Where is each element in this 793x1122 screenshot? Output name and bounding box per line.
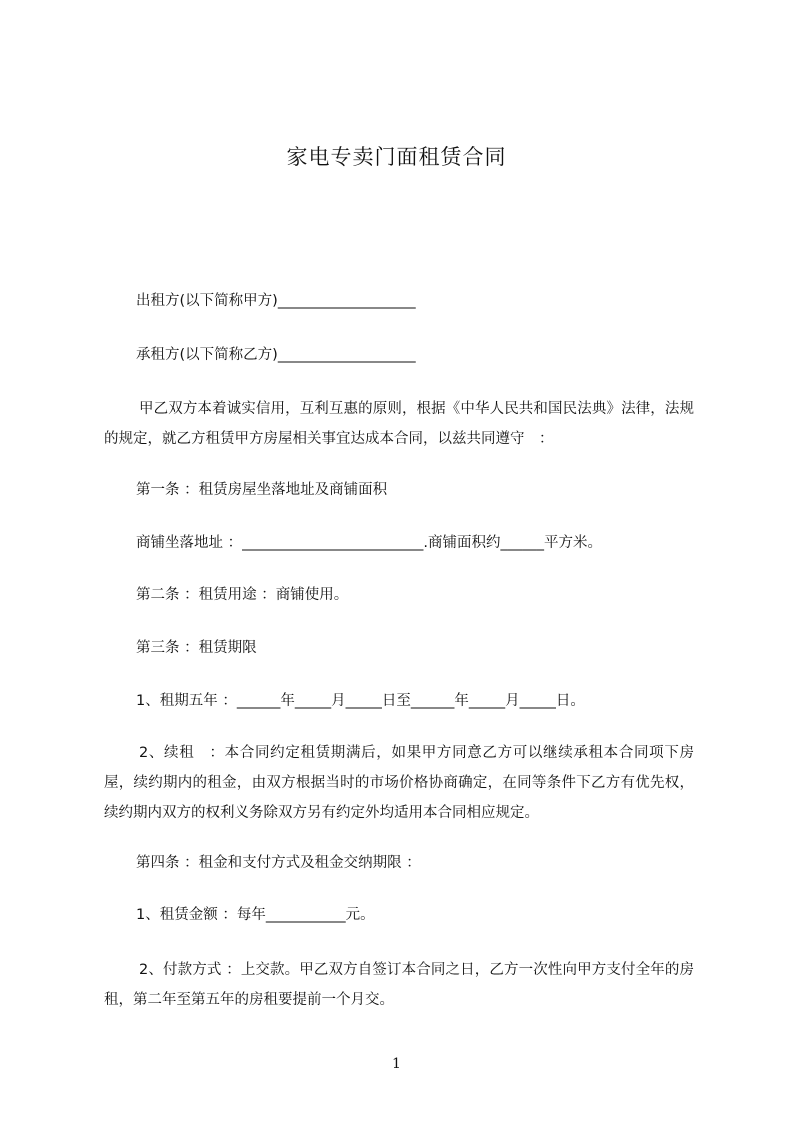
article1-address-line: 商铺坐落地址 ：_________________________.商铺面积约______平方米。 <box>136 535 602 551</box>
article3-renewal-paragraph: 2、续租 ：本合同约定租赁期满后，如果甲方同意乙方可以继续承租本合同项下房屋，续约期内的租金，由双方根据当时的市场价格协商确定，在同等条件下乙方有优先权，续约期内双方的权利义务除双方另有约定外均适用本合同相应规定。 <box>104 745 694 821</box>
document-title: 家电专卖门面租赁合同 <box>286 145 507 169</box>
lessor-line: 出租方(以下简称甲方)___________________ <box>136 293 416 309</box>
article3-term-line: 1、租期五年 ：______年_____月_____日至______年_____月_____日。 <box>136 693 585 709</box>
page-number: 1 <box>392 1056 401 1072</box>
article1-heading: 第一条 ：租赁房屋坐落地址及商铺面积 <box>136 482 388 498</box>
article4-heading: 第四条 ：租金和支付方式及租金交纳期限 ： <box>136 855 421 871</box>
lessee-line: 承租方(以下简称乙方)___________________ <box>136 347 416 363</box>
article4-payment-paragraph: 2、付款方式 ：上交款。甲乙双方自签订本合同之日，乙方一次性向甲方支付全年的房租，第二年至第五年的房租要提前一个月交。 <box>104 962 694 1008</box>
article4-amount-line: 1、租赁金额 ：每年___________元。 <box>136 907 375 923</box>
article2-line: 第二条 ：租赁用途 ：商铺使用。 <box>136 587 349 603</box>
article3-heading: 第三条 ：租赁期限 <box>136 640 257 656</box>
preamble-paragraph: 甲乙双方本着诚实信用，互利互惠的原则，根据《中华人民共和国民法典》法律，法规的规定，就乙方租赁甲方房屋相关事宜达成本合同，以兹共同遵守 ： <box>104 401 694 447</box>
